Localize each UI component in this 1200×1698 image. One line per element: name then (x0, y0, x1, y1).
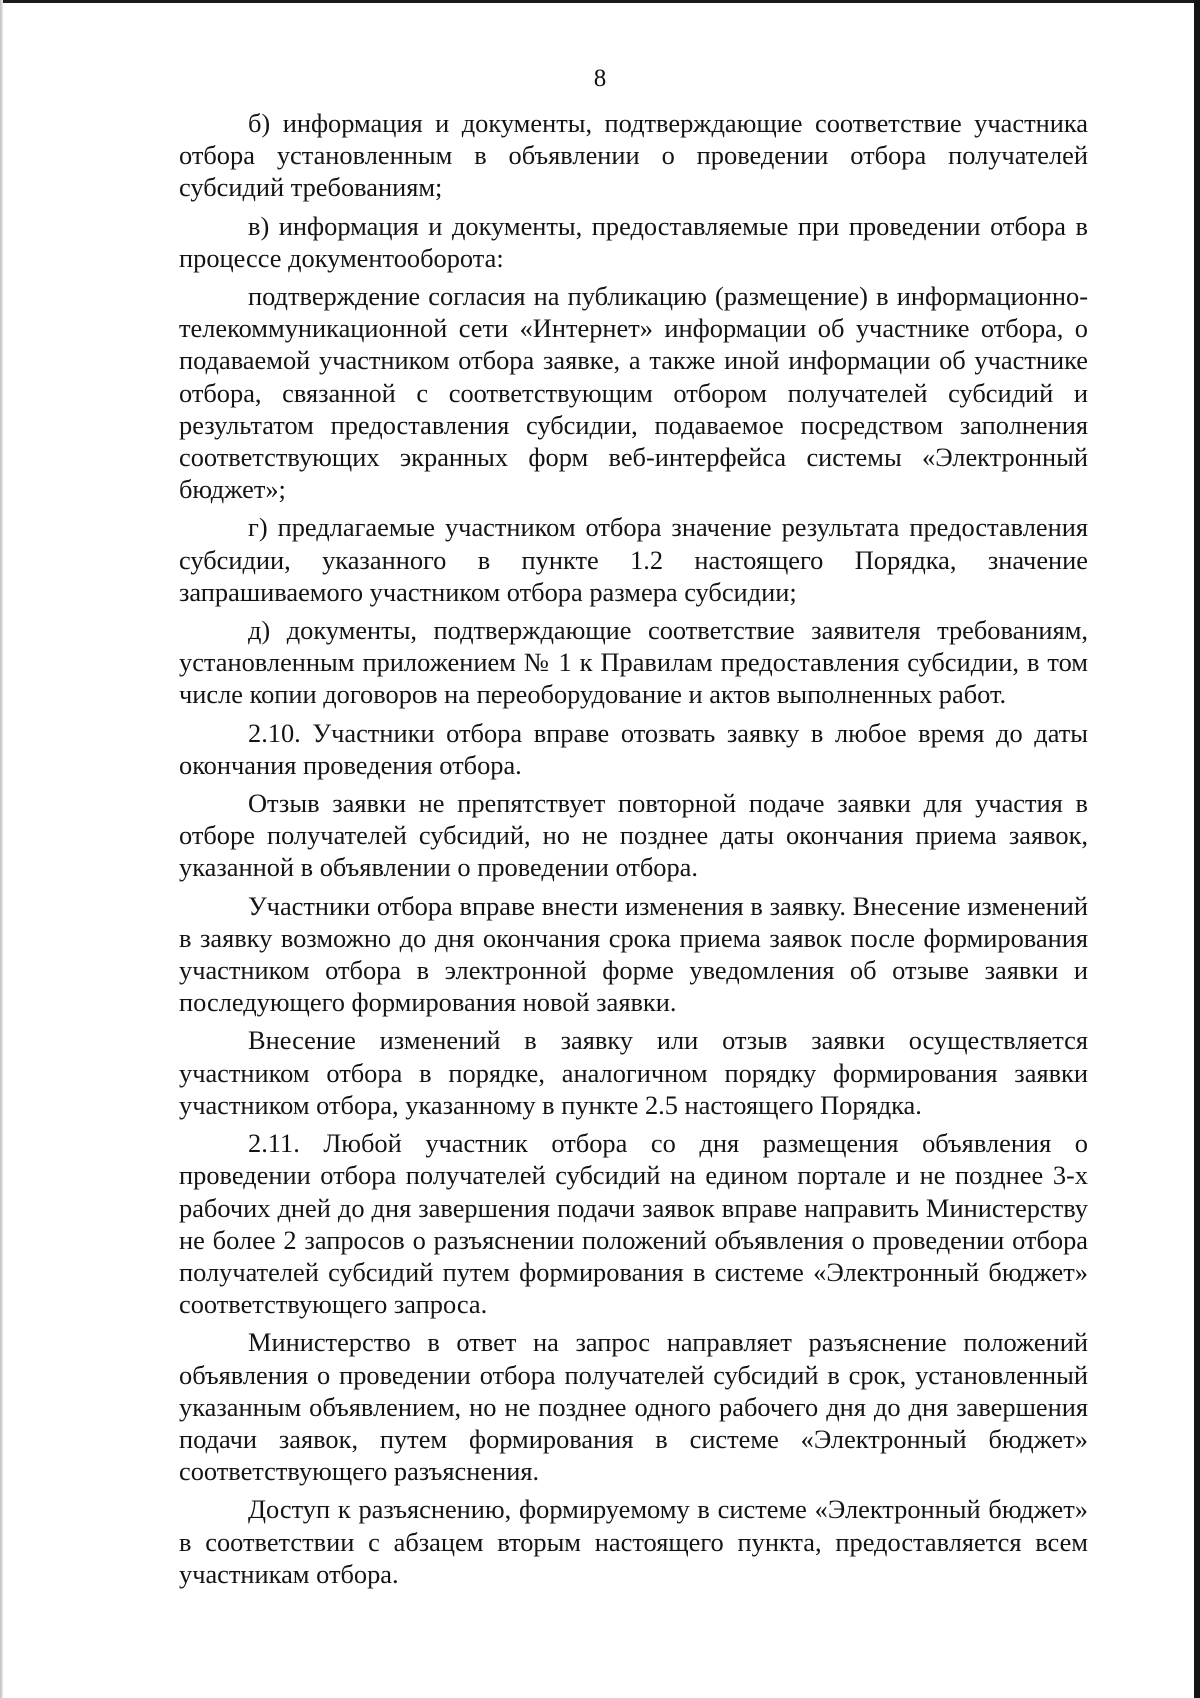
paragraph-publication-consent: подтверждение согласия на публикацию (размещение) в информационно-телекоммуникационной сети «Интернет» информации об участнике отбора, о подаваемой участником отбора заявке, а также иной информации об участнике отбора, связанной с соответствующим отбором получателей субсидий и результатом предоставления субсидии, подаваемое посредством заполнения соответствующих экранных форм веб-интерфейса системы «Электронный бюджет»; (179, 281, 1088, 505)
scan-edge-left (0, 0, 3, 1698)
page-number: 8 (593, 65, 607, 92)
paragraph-2-10-withdraw: 2.10. Участники отбора вправе отозвать заявку в любое время до даты окончания проведения отбора. (179, 717, 1088, 780)
paragraph-g-result-value: г) предлагаемые участником отбора значение результата предоставления субсидии, указанного в пункте 1.2 настоящего Порядка, значение запрашиваемого участником отбора размера субсидии; (179, 512, 1088, 607)
paragraph-d-compliance-documents: д) документы, подтверждающие соответствие заявителя требованиям, установленным приложением № 1 к Правилам предоставления субсидии, в том числе копии договоров на переоборудование и актов выполненных работ. (179, 615, 1088, 710)
paragraph-withdrawal-resubmission: Отзыв заявки не препятствует повторной подаче заявки для участия в отборе получателей субсидий, но не позднее даты окончания приема заявок, указанной в объявлении о проведении отбора. (179, 788, 1088, 883)
scan-edge-top (0, 0, 1200, 3)
paragraph-2-11-clarification-requests: 2.11. Любой участник отбора со дня размещения объявления о проведении отбора получателей субсидий на едином портале и не позднее 3-х рабочих дней до дня завершения подачи заявок вправе направить Министерству не более 2 запросов о разъяснении положений объявления о проведении отбора получателей субсидий путем формирования в системе «Электронный бюджет» соответствующего запроса. (179, 1128, 1088, 1320)
paragraph-ministry-response: Министерство в ответ на запрос направляет разъяснение положений объявления о проведении отбора получателей субсидий в срок, установленный указанным объявлением, но не позднее одного рабочего дня до дня завершения подачи заявок, путем формирования в системе «Электронный бюджет» соответствующего разъяснения. (179, 1327, 1088, 1487)
paragraph-b-information-documents: б) информация и документы, подтверждающие соответствие участника отбора установленным в объявлении о проведении отбора получателей субсидий требованиям; (179, 108, 1088, 203)
scan-edge-right (1194, 0, 1200, 1698)
paragraph-clarification-access: Доступ к разъяснению, формируемому в системе «Электронный бюджет» в соответствии с абзацем вторым настоящего пункта, предоставляется всем участникам отбора. (179, 1494, 1088, 1589)
paragraph-v-workflow-documents: в) информация и документы, предоставляемые при проведении отбора в процессе документооборота: (179, 210, 1088, 273)
paragraph-amendments: Участники отбора вправе внести изменения в заявку. Внесение изменений в заявку возможно до дня окончания срока приема заявок после формирования участником отбора в электронной форме уведомления об отзыве заявки и последующего формирования новой заявки. (179, 890, 1088, 1018)
document-body (179, 107, 1088, 1590)
paragraph-amendment-procedure: Внесение изменений в заявку или отзыв заявки осуществляется участником отбора в порядке, аналогичном порядку формирования заявки участником отбора, указанному в пункте 2.5 настоящего Порядка. (179, 1025, 1088, 1120)
